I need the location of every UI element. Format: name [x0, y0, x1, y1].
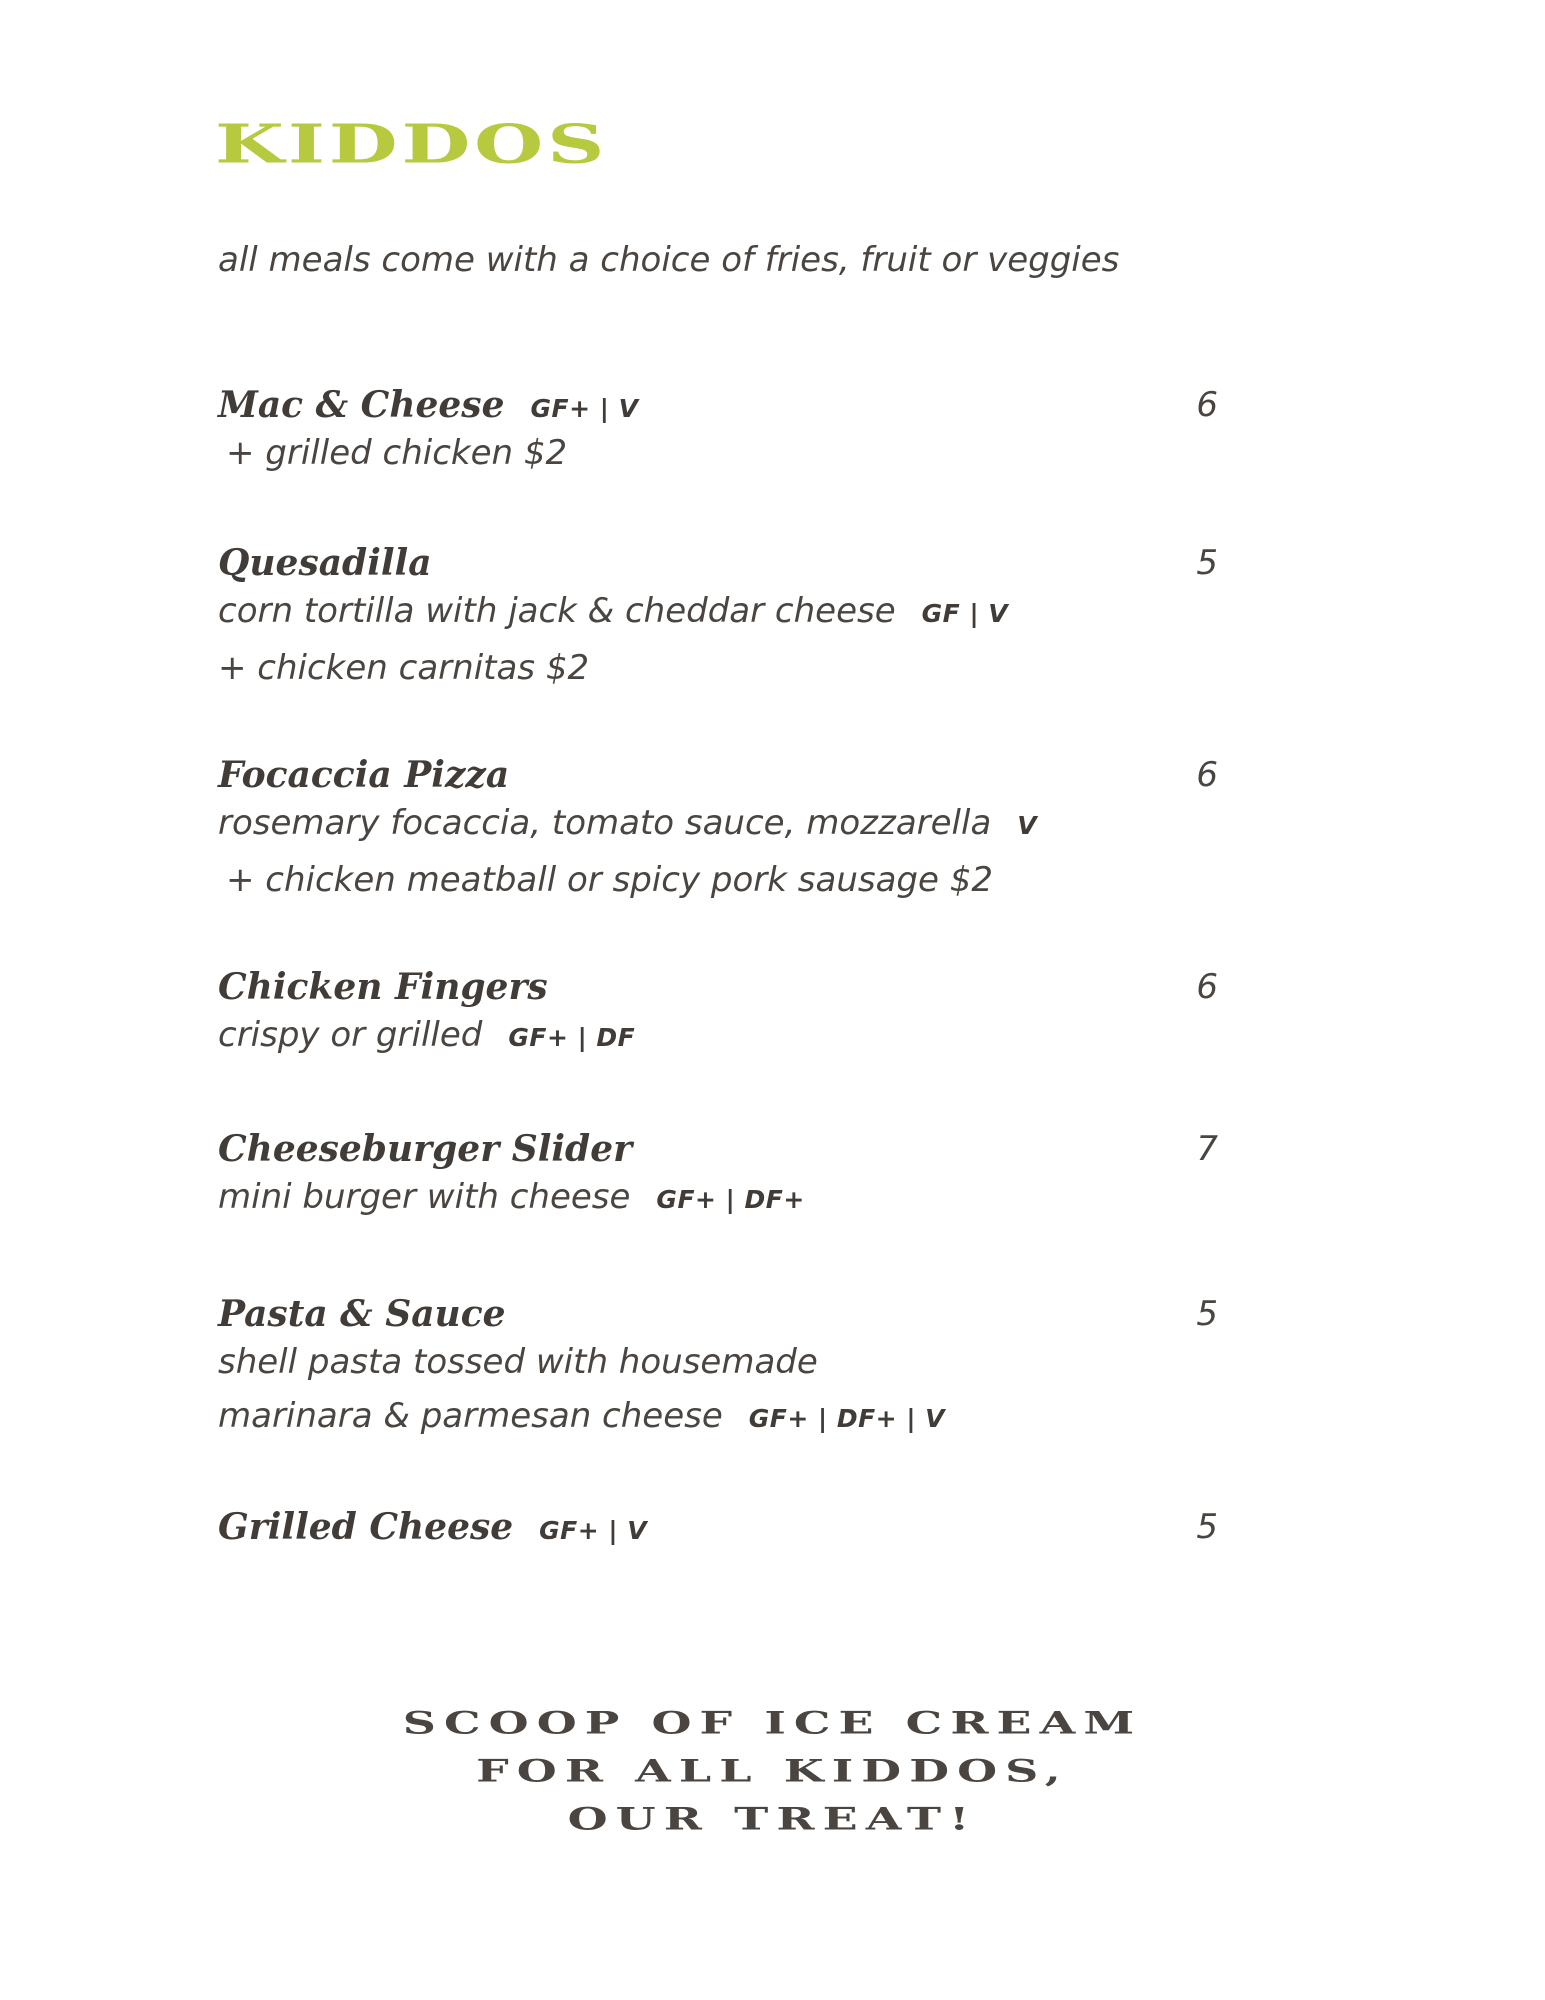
menu-item — [218, 755, 1218, 907]
item-description — [218, 584, 1218, 641]
item-price: 5 — [1196, 543, 1218, 583]
item-name: Chicken Fingers — [218, 966, 548, 1008]
item-name: Quesadilla — [218, 542, 432, 584]
dietary-tag: V — [1017, 811, 1038, 841]
footer-note — [0, 1702, 1545, 1846]
dietary-tag: GF+ | V — [530, 394, 639, 423]
item-addon: + grilled chicken $2 — [226, 433, 568, 474]
item-price: 7 — [1196, 1129, 1218, 1169]
dietary-tag: GF | V — [921, 599, 1009, 629]
dietary-tag: GF+ | DF+ — [656, 1185, 805, 1215]
menu-item — [218, 543, 1218, 695]
dietary-tag: GF+ | DF — [508, 1023, 636, 1053]
dietary-tag: GF+ | V — [539, 1516, 648, 1545]
item-description-text: corn tortilla with jack & cheddar cheese — [218, 591, 896, 632]
item-name-row — [218, 385, 1218, 426]
item-price: 5 — [1196, 1294, 1218, 1334]
item-name-row — [218, 1507, 1218, 1548]
item-description-text: marinara & parmesan cheese — [218, 1396, 723, 1437]
item-description: shell pasta tossed with housemade — [218, 1342, 818, 1383]
item-description — [218, 1008, 1218, 1065]
item-description — [218, 796, 1218, 853]
item-description-text: mini burger with cheese — [218, 1177, 631, 1218]
item-name: Mac & Cheese — [218, 384, 505, 426]
menu-title: KIDDOS — [215, 112, 609, 176]
item-price: 6 — [1196, 385, 1218, 425]
menu-item — [218, 1129, 1218, 1227]
item-description — [218, 1389, 1218, 1446]
item-price: 6 — [1196, 967, 1218, 1007]
menu-subtitle: all meals come with a choice of fries, fruit or veggies — [218, 240, 1120, 280]
item-addon: + chicken carnitas $2 — [218, 648, 590, 689]
item-price: 6 — [1196, 755, 1218, 795]
item-name: Pasta & Sauce — [218, 1293, 506, 1335]
item-name: Focaccia Pizza — [218, 754, 510, 796]
item-price: 5 — [1196, 1507, 1218, 1547]
item-name: Cheeseburger Slider — [218, 1128, 633, 1170]
footer-line: OUR TREAT! — [567, 1801, 978, 1838]
item-description — [218, 1170, 1218, 1227]
menu-item — [218, 1507, 1218, 1548]
item-description-text: crispy or grilled — [218, 1015, 483, 1056]
menu-item — [218, 967, 1218, 1065]
item-addon: + chicken meatball or spicy pork sausage $2 — [226, 860, 993, 901]
footer-line: FOR ALL KIDDOS, — [476, 1753, 1069, 1790]
item-name: Grilled Cheese — [218, 1506, 514, 1548]
item-description-text: rosemary focaccia, tomato sauce, mozzarella — [218, 803, 992, 844]
dietary-tag: GF+ | DF+ | V — [748, 1404, 946, 1434]
menu-item — [218, 385, 1218, 480]
footer-line: SCOOP OF ICE CREAM — [402, 1705, 1143, 1742]
menu-item — [218, 1294, 1218, 1446]
